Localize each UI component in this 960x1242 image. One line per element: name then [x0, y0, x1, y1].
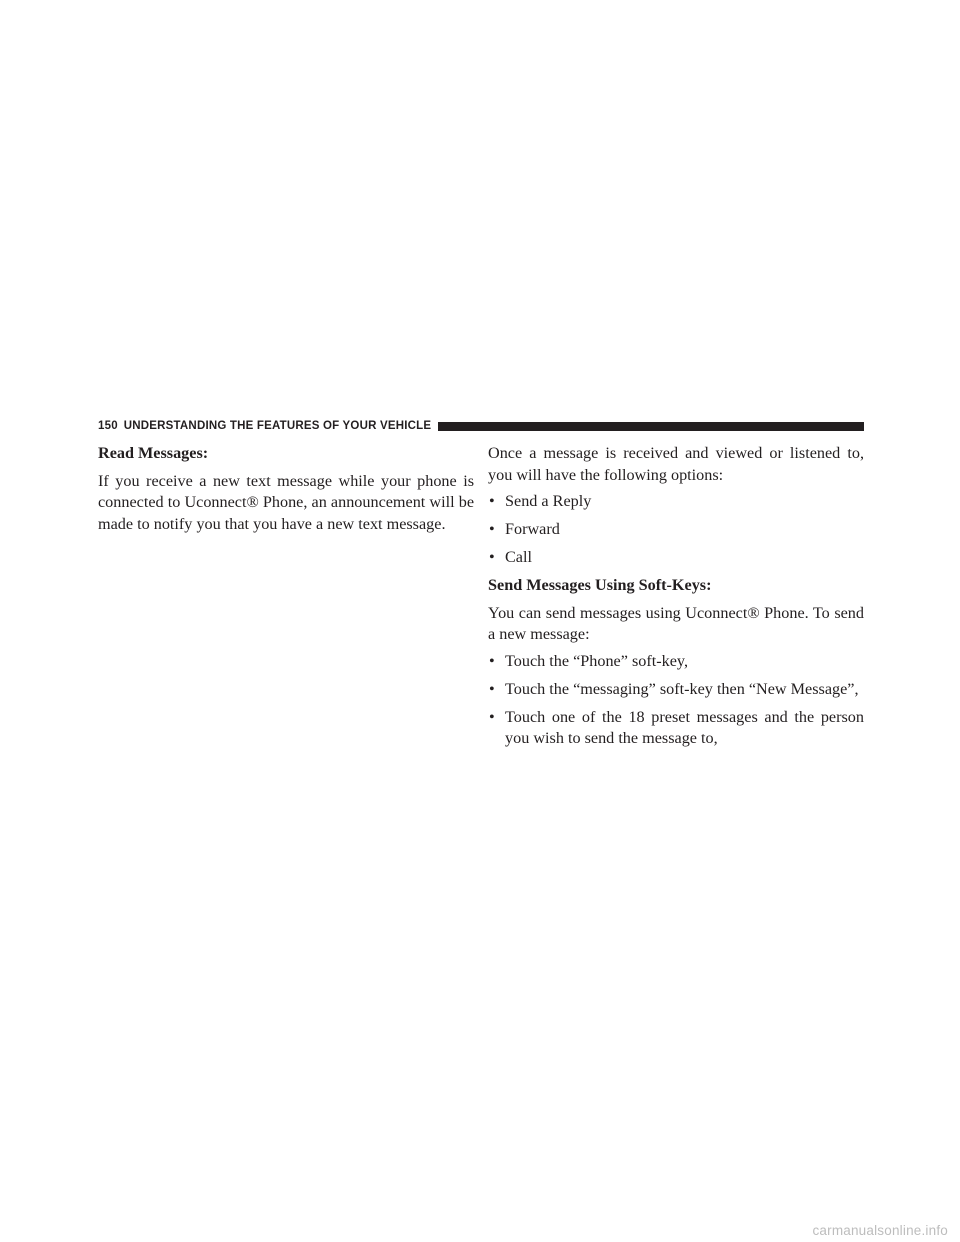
list-item: • Call [488, 547, 864, 569]
header-rule [438, 422, 864, 431]
bullet-icon: • [489, 707, 495, 726]
page-header [98, 418, 864, 434]
options-intro: Once a message is received and viewed or listened to, you will have the following options: [488, 444, 864, 484]
read-messages-paragraph: If you receive a new text message while your phone is connected to Uconnect® Phone, an announcement will be made to notify you that you have a new text message. [98, 471, 474, 533]
list-item: • Touch the “messaging” soft-key then “New Message”, [488, 679, 864, 701]
list-item: • Send a Reply [488, 491, 864, 513]
bullet-icon: • [489, 520, 495, 538]
list-item: • Forward [488, 519, 864, 541]
read-messages-heading: Read Messages: [98, 444, 209, 462]
send-messages-heading: Send Messages Using Soft-Keys: [488, 576, 712, 594]
left-column [98, 443, 474, 542]
bullet-icon: • [489, 548, 495, 566]
bullet-icon: • [489, 679, 495, 698]
bullet-icon: • [489, 492, 495, 510]
bullet-icon: • [489, 651, 495, 670]
section-title: UNDERSTANDING THE FEATURES OF YOUR VEHICLE [123, 420, 432, 432]
steps-list [488, 651, 864, 750]
send-messages-paragraph: You can send messages using Uconnect® Phone. To send a new message: [488, 603, 864, 643]
options-list [488, 491, 864, 569]
list-item: • Touch one of the 18 preset messages and the person you wish to send the message to, [489, 707, 864, 747]
watermark: carmanualsonline.info [812, 1223, 948, 1238]
page-number: 150 [98, 420, 118, 432]
list-item: • Touch the “Phone” soft-key, [488, 651, 864, 673]
right-column [488, 443, 864, 756]
